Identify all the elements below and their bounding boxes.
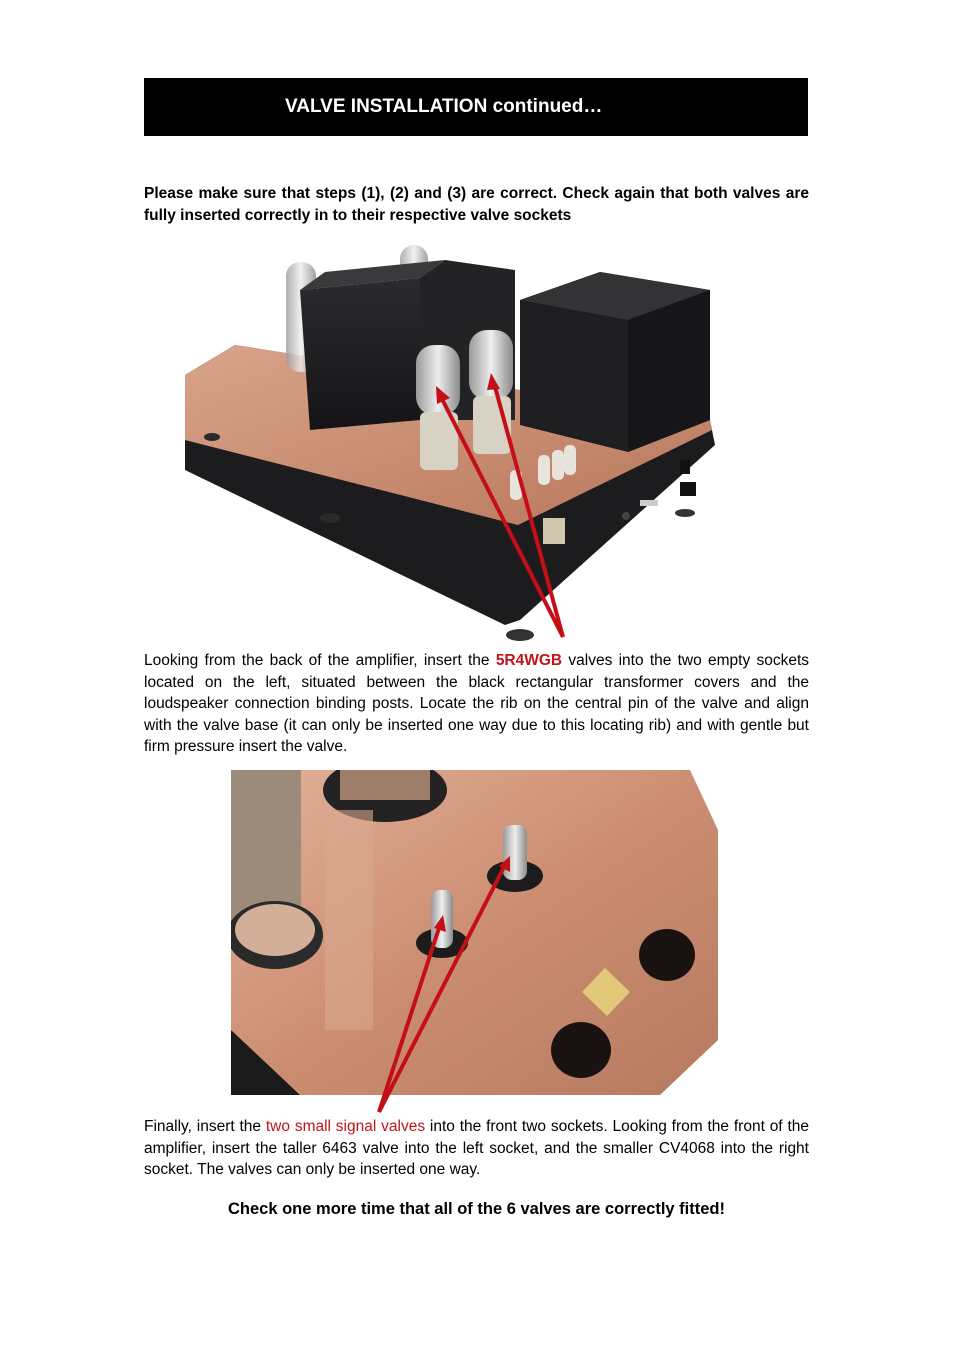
valve-type-5r4wgb: 5R4WGB	[495, 652, 563, 669]
para1-text-after: valves into the two empty sockets located on the left, situated between the black rectangular transformer covers and the loudspeaker connection binding posts. Locate the rib on the central pin of the valve and align with the valve base (it can only be inserted one way due to this locating rib) and with gentle but firm pressure insert the valve.	[144, 652, 810, 755]
signal-valve-instruction	[144, 1116, 809, 1181]
para2-text-after: into the front two sockets. Looking from the front of the amplifier, insert the taller 6463 valve into the left socket, and the smaller CV4068 into the right socket. The valves can only be inserted one way.	[144, 1118, 809, 1178]
section-title: VALVE INSTALLATION continued…	[285, 96, 603, 117]
intro-instruction: Please make sure that steps (1), (2) and (3) are correct. Check again that both valves are fully inserted correctly in to their respective valve sockets	[144, 185, 809, 224]
final-check-note: Check one more time that all of the 6 valves are correctly fitted!	[228, 1200, 725, 1218]
signal-valves-highlight: two small signal valves	[265, 1118, 426, 1135]
para2-text-before: Finally, insert the	[144, 1118, 266, 1135]
para1-text-before: Looking from the back of the amplifier, insert the	[144, 652, 496, 669]
